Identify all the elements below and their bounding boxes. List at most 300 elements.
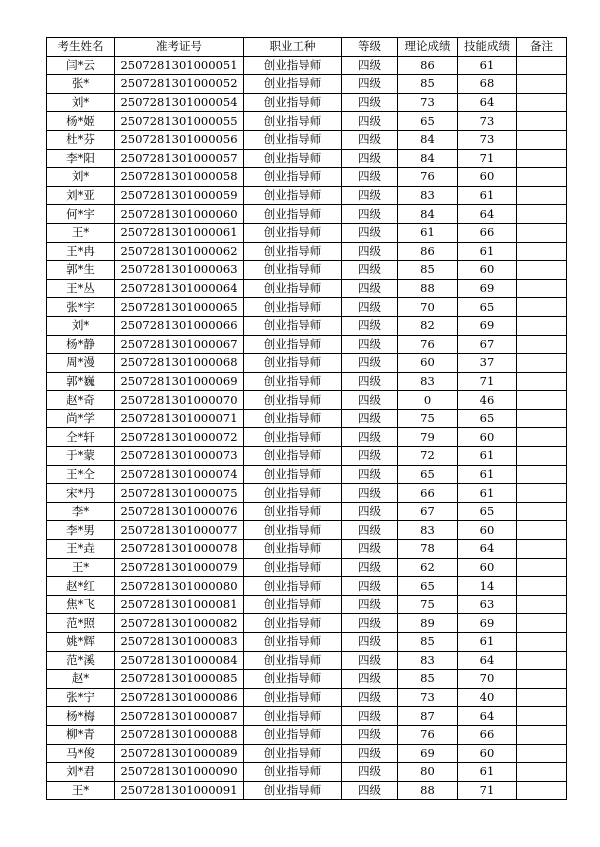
cell-theory-score: 65: [398, 577, 458, 596]
cell-level: 四级: [342, 577, 398, 596]
cell-theory-score: 79: [398, 428, 458, 447]
cell-level: 四级: [342, 261, 398, 280]
cell-name: 于*蒙: [47, 447, 115, 466]
table-row: [47, 335, 567, 354]
cell-name: 刘*: [47, 168, 115, 187]
cell-occupation: 创业指导师: [244, 149, 342, 168]
cell-remarks: [517, 205, 567, 224]
cell-remarks: [517, 558, 567, 577]
table-row: [47, 279, 567, 298]
cell-level: 四级: [342, 614, 398, 633]
cell-occupation: 创业指导师: [244, 242, 342, 261]
table-row: [47, 595, 567, 614]
cell-skill-score: 69: [458, 279, 517, 298]
cell-level: 四级: [342, 335, 398, 354]
table-row: [47, 558, 567, 577]
cell-exam-id: 2507281301000091: [115, 781, 244, 800]
cell-occupation: 创业指导师: [244, 595, 342, 614]
cell-theory-score: 67: [398, 502, 458, 521]
cell-exam-id: 2507281301000075: [115, 484, 244, 503]
cell-level: 四级: [342, 484, 398, 503]
table-row: [47, 502, 567, 521]
header-level: 等级: [342, 38, 398, 57]
table-row: [47, 56, 567, 75]
cell-exam-id: 2507281301000060: [115, 205, 244, 224]
cell-remarks: [517, 707, 567, 726]
cell-exam-id: 2507281301000087: [115, 707, 244, 726]
cell-remarks: [517, 391, 567, 410]
table-row: [47, 521, 567, 540]
cell-name: 王*: [47, 558, 115, 577]
cell-skill-score: 61: [458, 633, 517, 652]
table-row: [47, 168, 567, 187]
cell-skill-score: 66: [458, 223, 517, 242]
table-row: [47, 75, 567, 94]
cell-occupation: 创业指导师: [244, 93, 342, 112]
cell-theory-score: 65: [398, 112, 458, 131]
cell-level: 四级: [342, 409, 398, 428]
cell-remarks: [517, 484, 567, 503]
table-row: [47, 391, 567, 410]
cell-exam-id: 2507281301000071: [115, 409, 244, 428]
cell-occupation: 创业指导师: [244, 707, 342, 726]
cell-level: 四级: [342, 447, 398, 466]
cell-level: 四级: [342, 651, 398, 670]
cell-level: 四级: [342, 93, 398, 112]
cell-theory-score: 84: [398, 205, 458, 224]
cell-name: 李*阳: [47, 149, 115, 168]
cell-occupation: 创业指导师: [244, 130, 342, 149]
cell-name: 赵*奇: [47, 391, 115, 410]
cell-exam-id: 2507281301000076: [115, 502, 244, 521]
cell-exam-id: 2507281301000066: [115, 316, 244, 335]
table-row: [47, 93, 567, 112]
cell-skill-score: 61: [458, 56, 517, 75]
cell-skill-score: 37: [458, 354, 517, 373]
cell-theory-score: 60: [398, 354, 458, 373]
table-row: [47, 763, 567, 782]
cell-theory-score: 80: [398, 763, 458, 782]
cell-skill-score: 71: [458, 149, 517, 168]
cell-level: 四级: [342, 465, 398, 484]
cell-occupation: 创业指导师: [244, 614, 342, 633]
cell-name: 张*宁: [47, 688, 115, 707]
cell-theory-score: 87: [398, 707, 458, 726]
cell-skill-score: 68: [458, 75, 517, 94]
cell-remarks: [517, 354, 567, 373]
cell-theory-score: 73: [398, 93, 458, 112]
table-row: [47, 149, 567, 168]
cell-remarks: [517, 577, 567, 596]
cell-name: 王*仝: [47, 465, 115, 484]
cell-level: 四级: [342, 186, 398, 205]
table-row: [47, 261, 567, 280]
cell-name: 杨*静: [47, 335, 115, 354]
cell-exam-id: 2507281301000058: [115, 168, 244, 187]
table-row: [47, 688, 567, 707]
cell-remarks: [517, 242, 567, 261]
cell-remarks: [517, 651, 567, 670]
cell-theory-score: 83: [398, 372, 458, 391]
cell-name: 张*: [47, 75, 115, 94]
table-row: [47, 484, 567, 503]
cell-level: 四级: [342, 223, 398, 242]
cell-theory-score: 88: [398, 279, 458, 298]
table-row: [47, 316, 567, 335]
cell-occupation: 创业指导师: [244, 744, 342, 763]
cell-occupation: 创业指导师: [244, 354, 342, 373]
header-theory-score: 理论成绩: [398, 38, 458, 57]
cell-theory-score: 83: [398, 651, 458, 670]
cell-skill-score: 61: [458, 186, 517, 205]
cell-remarks: [517, 409, 567, 428]
table-body: [47, 56, 567, 800]
cell-theory-score: 78: [398, 540, 458, 559]
cell-occupation: 创业指导师: [244, 186, 342, 205]
cell-theory-score: 62: [398, 558, 458, 577]
table-row: [47, 744, 567, 763]
cell-remarks: [517, 744, 567, 763]
cell-remarks: [517, 781, 567, 800]
cell-name: 王*垚: [47, 540, 115, 559]
cell-remarks: [517, 279, 567, 298]
cell-exam-id: 2507281301000064: [115, 279, 244, 298]
cell-level: 四级: [342, 75, 398, 94]
cell-theory-score: 83: [398, 521, 458, 540]
cell-occupation: 创业指导师: [244, 372, 342, 391]
cell-name: 王*: [47, 781, 115, 800]
cell-name: 张*宇: [47, 298, 115, 317]
table-row: [47, 242, 567, 261]
cell-skill-score: 14: [458, 577, 517, 596]
cell-theory-score: 66: [398, 484, 458, 503]
cell-name: 赵*: [47, 670, 115, 689]
cell-skill-score: 65: [458, 409, 517, 428]
cell-level: 四级: [342, 168, 398, 187]
cell-theory-score: 61: [398, 223, 458, 242]
cell-theory-score: 75: [398, 409, 458, 428]
cell-theory-score: 85: [398, 670, 458, 689]
cell-occupation: 创业指导师: [244, 409, 342, 428]
cell-skill-score: 65: [458, 298, 517, 317]
cell-exam-id: 2507281301000062: [115, 242, 244, 261]
cell-skill-score: 69: [458, 614, 517, 633]
cell-name: 王*冉: [47, 242, 115, 261]
cell-exam-id: 2507281301000080: [115, 577, 244, 596]
cell-level: 四级: [342, 205, 398, 224]
cell-name: 王*丛: [47, 279, 115, 298]
cell-name: 刘*: [47, 93, 115, 112]
cell-theory-score: 84: [398, 149, 458, 168]
cell-level: 四级: [342, 688, 398, 707]
cell-name: 杨*姬: [47, 112, 115, 131]
cell-skill-score: 61: [458, 484, 517, 503]
cell-exam-id: 2507281301000073: [115, 447, 244, 466]
cell-occupation: 创业指导师: [244, 484, 342, 503]
cell-level: 四级: [342, 725, 398, 744]
cell-remarks: [517, 670, 567, 689]
cell-exam-id: 2507281301000084: [115, 651, 244, 670]
cell-remarks: [517, 502, 567, 521]
cell-level: 四级: [342, 521, 398, 540]
table-row: [47, 298, 567, 317]
cell-level: 四级: [342, 56, 398, 75]
cell-exam-id: 2507281301000079: [115, 558, 244, 577]
table-row: [47, 577, 567, 596]
cell-skill-score: 60: [458, 521, 517, 540]
table-row: [47, 725, 567, 744]
cell-occupation: 创业指导师: [244, 763, 342, 782]
header-exam-id: 准考证号: [115, 38, 244, 57]
cell-name: 马*俊: [47, 744, 115, 763]
cell-level: 四级: [342, 670, 398, 689]
cell-skill-score: 60: [458, 261, 517, 280]
cell-level: 四级: [342, 298, 398, 317]
cell-name: 闫*云: [47, 56, 115, 75]
cell-occupation: 创业指导师: [244, 428, 342, 447]
cell-exam-id: 2507281301000088: [115, 725, 244, 744]
table-row: [47, 223, 567, 242]
cell-exam-id: 2507281301000081: [115, 595, 244, 614]
cell-occupation: 创业指导师: [244, 316, 342, 335]
table-row: [47, 186, 567, 205]
cell-level: 四级: [342, 763, 398, 782]
cell-name: 刘*君: [47, 763, 115, 782]
cell-name: 郭*生: [47, 261, 115, 280]
cell-exam-id: 2507281301000063: [115, 261, 244, 280]
cell-occupation: 创业指导师: [244, 75, 342, 94]
cell-occupation: 创业指导师: [244, 688, 342, 707]
cell-occupation: 创业指导师: [244, 651, 342, 670]
table-row: [47, 670, 567, 689]
cell-name: 刘*: [47, 316, 115, 335]
cell-exam-id: 2507281301000065: [115, 298, 244, 317]
cell-occupation: 创业指导师: [244, 502, 342, 521]
cell-exam-id: 2507281301000061: [115, 223, 244, 242]
cell-skill-score: 64: [458, 540, 517, 559]
table-row: [47, 447, 567, 466]
cell-remarks: [517, 335, 567, 354]
cell-occupation: 创业指导师: [244, 465, 342, 484]
cell-level: 四级: [342, 502, 398, 521]
cell-remarks: [517, 130, 567, 149]
table-row: [47, 614, 567, 633]
cell-name: 柳*青: [47, 725, 115, 744]
cell-remarks: [517, 186, 567, 205]
cell-skill-score: 60: [458, 744, 517, 763]
cell-skill-score: 64: [458, 651, 517, 670]
cell-level: 四级: [342, 540, 398, 559]
cell-skill-score: 61: [458, 763, 517, 782]
cell-name: 仝*轩: [47, 428, 115, 447]
cell-skill-score: 61: [458, 465, 517, 484]
cell-occupation: 创业指导师: [244, 577, 342, 596]
cell-exam-id: 2507281301000067: [115, 335, 244, 354]
cell-remarks: [517, 316, 567, 335]
cell-name: 杜*芬: [47, 130, 115, 149]
cell-theory-score: 76: [398, 725, 458, 744]
table-row: [47, 781, 567, 800]
cell-theory-score: 89: [398, 614, 458, 633]
cell-theory-score: 85: [398, 633, 458, 652]
header-skill-score: 技能成绩: [458, 38, 517, 57]
cell-occupation: 创业指导师: [244, 540, 342, 559]
cell-name: 杨*梅: [47, 707, 115, 726]
cell-theory-score: 69: [398, 744, 458, 763]
cell-occupation: 创业指导师: [244, 633, 342, 652]
cell-remarks: [517, 56, 567, 75]
cell-name: 范*溪: [47, 651, 115, 670]
cell-skill-score: 61: [458, 447, 517, 466]
cell-skill-score: 46: [458, 391, 517, 410]
cell-name: 郭*巍: [47, 372, 115, 391]
cell-level: 四级: [342, 744, 398, 763]
cell-level: 四级: [342, 316, 398, 335]
cell-skill-score: 64: [458, 205, 517, 224]
cell-name: 何*宇: [47, 205, 115, 224]
table-row: [47, 465, 567, 484]
cell-skill-score: 40: [458, 688, 517, 707]
cell-remarks: [517, 465, 567, 484]
cell-level: 四级: [342, 391, 398, 410]
cell-level: 四级: [342, 112, 398, 131]
cell-skill-score: 60: [458, 428, 517, 447]
cell-occupation: 创业指导师: [244, 168, 342, 187]
cell-exam-id: 2507281301000054: [115, 93, 244, 112]
cell-exam-id: 2507281301000070: [115, 391, 244, 410]
cell-exam-id: 2507281301000089: [115, 744, 244, 763]
cell-remarks: [517, 633, 567, 652]
header-remarks: 备注: [517, 38, 567, 57]
cell-theory-score: 73: [398, 688, 458, 707]
cell-name: 李*: [47, 502, 115, 521]
table-row: [47, 205, 567, 224]
cell-theory-score: 85: [398, 261, 458, 280]
cell-theory-score: 76: [398, 168, 458, 187]
cell-skill-score: 69: [458, 316, 517, 335]
cell-skill-score: 73: [458, 130, 517, 149]
cell-remarks: [517, 540, 567, 559]
cell-exam-id: 2507281301000085: [115, 670, 244, 689]
cell-skill-score: 64: [458, 93, 517, 112]
cell-remarks: [517, 75, 567, 94]
cell-exam-id: 2507281301000051: [115, 56, 244, 75]
score-table: [46, 37, 567, 800]
cell-skill-score: 71: [458, 372, 517, 391]
cell-remarks: [517, 112, 567, 131]
cell-exam-id: 2507281301000083: [115, 633, 244, 652]
cell-exam-id: 2507281301000055: [115, 112, 244, 131]
cell-level: 四级: [342, 558, 398, 577]
cell-name: 赵*红: [47, 577, 115, 596]
cell-remarks: [517, 595, 567, 614]
cell-skill-score: 71: [458, 781, 517, 800]
cell-skill-score: 61: [458, 242, 517, 261]
cell-occupation: 创业指导师: [244, 261, 342, 280]
cell-occupation: 创业指导师: [244, 112, 342, 131]
cell-exam-id: 2507281301000069: [115, 372, 244, 391]
cell-occupation: 创业指导师: [244, 725, 342, 744]
cell-level: 四级: [342, 279, 398, 298]
cell-occupation: 创业指导师: [244, 391, 342, 410]
cell-occupation: 创业指导师: [244, 558, 342, 577]
cell-remarks: [517, 261, 567, 280]
table-row: [47, 651, 567, 670]
cell-name: 姚*辉: [47, 633, 115, 652]
cell-theory-score: 86: [398, 56, 458, 75]
cell-occupation: 创业指导师: [244, 56, 342, 75]
table-row: [47, 112, 567, 131]
cell-remarks: [517, 93, 567, 112]
cell-remarks: [517, 763, 567, 782]
cell-level: 四级: [342, 595, 398, 614]
cell-remarks: [517, 428, 567, 447]
cell-name: 李*男: [47, 521, 115, 540]
cell-name: 尚*学: [47, 409, 115, 428]
cell-remarks: [517, 725, 567, 744]
cell-name: 范*照: [47, 614, 115, 633]
cell-exam-id: 2507281301000074: [115, 465, 244, 484]
cell-skill-score: 67: [458, 335, 517, 354]
cell-remarks: [517, 298, 567, 317]
table-row: [47, 707, 567, 726]
cell-skill-score: 60: [458, 168, 517, 187]
cell-level: 四级: [342, 242, 398, 261]
table-row: [47, 540, 567, 559]
cell-remarks: [517, 688, 567, 707]
cell-occupation: 创业指导师: [244, 335, 342, 354]
cell-theory-score: 72: [398, 447, 458, 466]
cell-occupation: 创业指导师: [244, 781, 342, 800]
cell-level: 四级: [342, 149, 398, 168]
cell-skill-score: 70: [458, 670, 517, 689]
cell-occupation: 创业指导师: [244, 670, 342, 689]
cell-exam-id: 2507281301000057: [115, 149, 244, 168]
cell-skill-score: 63: [458, 595, 517, 614]
cell-occupation: 创业指导师: [244, 279, 342, 298]
table-row: [47, 633, 567, 652]
cell-skill-score: 60: [458, 558, 517, 577]
cell-theory-score: 84: [398, 130, 458, 149]
cell-theory-score: 0: [398, 391, 458, 410]
cell-level: 四级: [342, 428, 398, 447]
cell-exam-id: 2507281301000082: [115, 614, 244, 633]
cell-name: 王*: [47, 223, 115, 242]
cell-theory-score: 83: [398, 186, 458, 205]
cell-level: 四级: [342, 372, 398, 391]
cell-skill-score: 65: [458, 502, 517, 521]
cell-name: 周*漫: [47, 354, 115, 373]
cell-theory-score: 70: [398, 298, 458, 317]
table-row: [47, 130, 567, 149]
cell-theory-score: 75: [398, 595, 458, 614]
cell-remarks: [517, 447, 567, 466]
cell-theory-score: 88: [398, 781, 458, 800]
cell-exam-id: 2507281301000077: [115, 521, 244, 540]
cell-remarks: [517, 223, 567, 242]
cell-occupation: 创业指导师: [244, 298, 342, 317]
cell-remarks: [517, 614, 567, 633]
cell-occupation: 创业指导师: [244, 521, 342, 540]
table-header-row: [47, 38, 567, 57]
cell-skill-score: 64: [458, 707, 517, 726]
cell-exam-id: 2507281301000078: [115, 540, 244, 559]
table-row: [47, 409, 567, 428]
cell-remarks: [517, 372, 567, 391]
cell-exam-id: 2507281301000056: [115, 130, 244, 149]
cell-level: 四级: [342, 633, 398, 652]
cell-name: 焦*飞: [47, 595, 115, 614]
